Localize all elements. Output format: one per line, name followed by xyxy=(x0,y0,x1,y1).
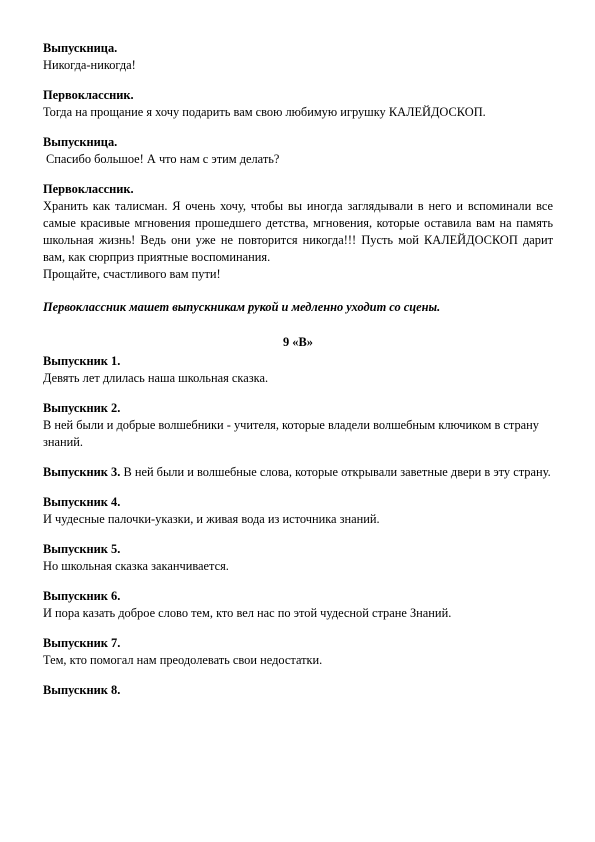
dialogue-text: Хранить как талисман. Я очень хочу, чтобы вы иногда заглядывали в него и вспоминали все самые красивые мгновения прошедшего детства, мгновения, которые оставила вам на память школьная жизнь! Ведь они уже не повторится никогда!!! Пусть мой КАЛЕЙДОСКОП дарит вам, как сюрприз приятные воспоминания. xyxy=(43,199,553,264)
dialogue-text: Спасибо большое! А что нам с этим делать? xyxy=(46,152,280,166)
dialogue-block xyxy=(43,635,553,669)
dialogue-block xyxy=(43,134,553,168)
dialogue-text: Никогда-никогда! xyxy=(43,58,136,72)
dialogue-text: И пора казать доброе слово тем, кто вел нас по этой чудесной стране Знаний. xyxy=(43,606,452,620)
speaker-label: Выпускник 3. xyxy=(43,465,121,479)
speaker-label: Выпускник 2. xyxy=(43,401,121,415)
dialogue-text-continued: Прощайте, счастливого вам пути! xyxy=(43,267,221,281)
speaker-label: Выпускник 6. xyxy=(43,589,121,603)
speaker-label: Выпускник 8. xyxy=(43,683,121,697)
dialogue-block xyxy=(43,682,553,699)
dialogue-text: Тем, кто помогал нам преодолевать свои недостатки. xyxy=(43,653,323,667)
stage-direction: Первоклассник машет выпускникам рукой и медленно уходит со сцены. xyxy=(43,300,441,314)
dialogue-block xyxy=(43,353,553,387)
section-heading: 9 «В» xyxy=(283,335,313,349)
dialogue-block xyxy=(43,87,553,121)
dialogue-block xyxy=(43,541,553,575)
dialogue-text: Девять лет длилась наша школьная сказка. xyxy=(43,371,269,385)
dialogue-text: И чудесные палочки-указки, и живая вода из источника знаний. xyxy=(43,512,380,526)
speaker-label: Первоклассник. xyxy=(43,88,134,102)
dialogue-text: Тогда на прощание я хочу подарить вам свою любимую игрушку КАЛЕЙДОСКОП. xyxy=(43,105,486,119)
speaker-label: Выпускница. xyxy=(43,135,118,149)
document-page xyxy=(43,40,553,712)
speaker-label: Выпускник 7. xyxy=(43,636,121,650)
dialogue-block xyxy=(43,400,553,451)
dialogue-block xyxy=(43,464,553,481)
speaker-label: Выпускник 5. xyxy=(43,542,121,556)
dialogue-block xyxy=(43,40,553,74)
dialogue-text: В ней были и волшебные слова, которые открывали заветные двери в эту страну. xyxy=(123,465,551,479)
speaker-label: Первоклассник. xyxy=(43,182,134,196)
dialogue-block xyxy=(43,181,553,283)
dialogue-block xyxy=(43,588,553,622)
dialogue-block xyxy=(43,494,553,528)
speaker-label: Выпускник 4. xyxy=(43,495,121,509)
dialogue-text: В ней были и добрые волшебники - учителя, которые владели волшебным ключиком в страну знаний. xyxy=(43,418,539,449)
dialogue-inline xyxy=(43,464,553,481)
speaker-label: Выпускница. xyxy=(43,41,118,55)
speaker-label: Выпускник 1. xyxy=(43,354,121,368)
dialogue-text: Но школьная сказка заканчивается. xyxy=(43,559,229,573)
